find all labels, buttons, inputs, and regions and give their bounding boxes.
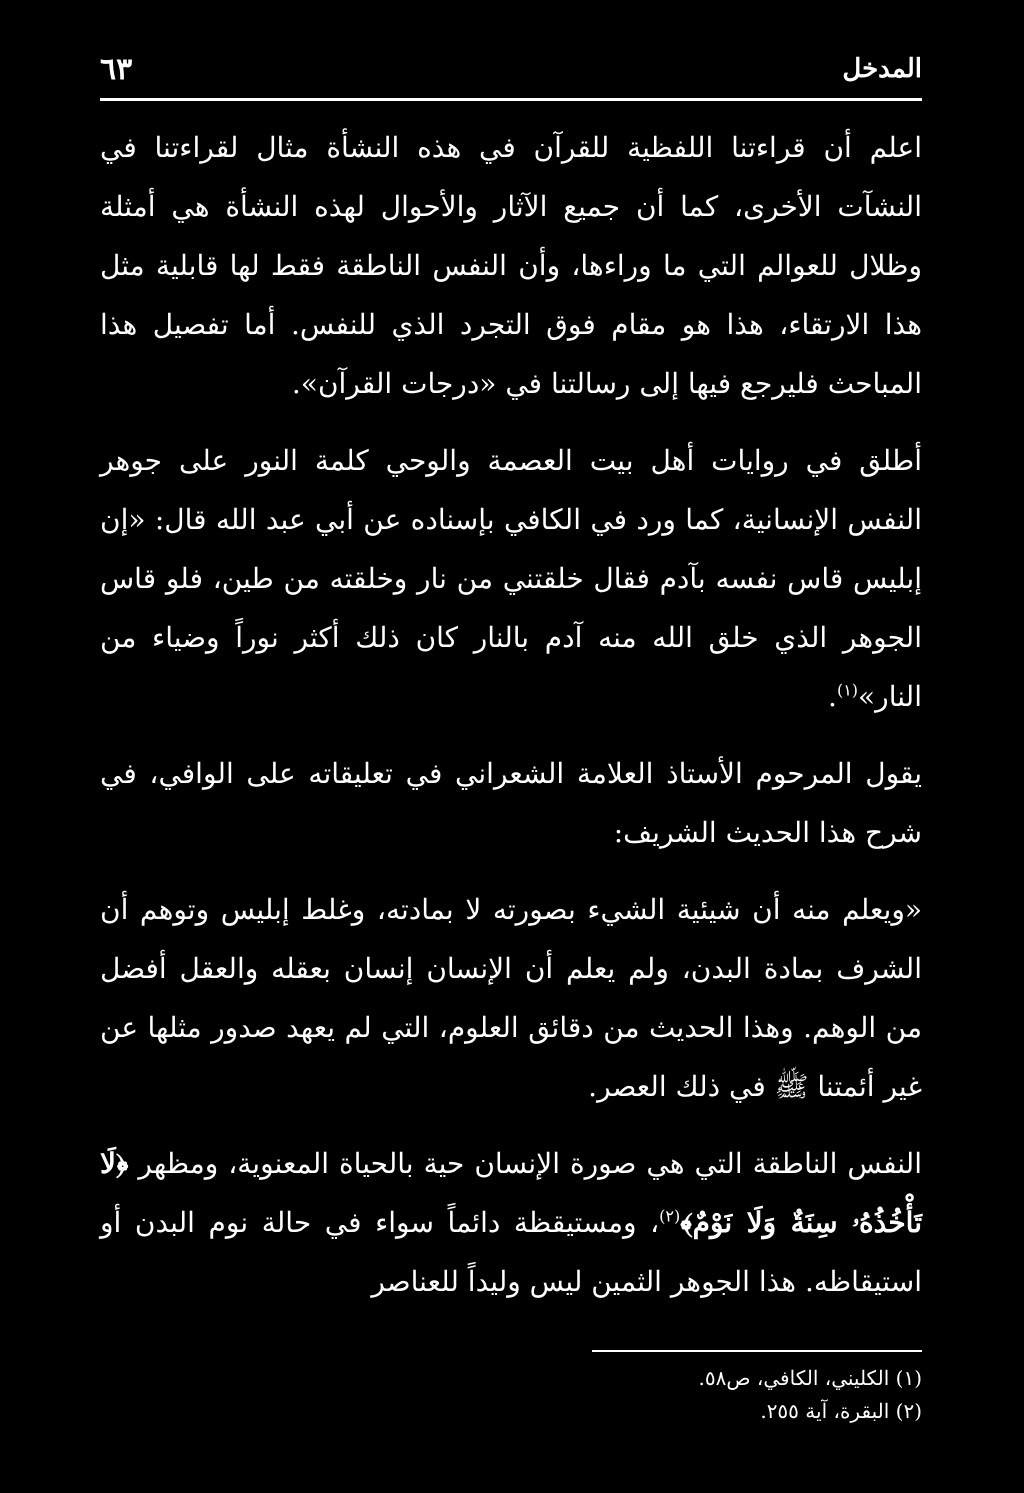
chapter-title: المدخل: [842, 54, 922, 84]
quran-verse: ﴿لَا تَأْخُذُهُۥ سِنَةٌ وَلَا نَوْمٌ﴾: [100, 1147, 923, 1239]
paragraph-4-quote: [100, 880, 922, 1116]
page-header: [100, 48, 922, 101]
paragraph-text-before: النفس الناطقة التي هي صورة الإنسان حية بالحياة المعنوية، ومظهر: [138, 1147, 922, 1180]
footnotes: [100, 1350, 922, 1428]
footnote-ref-2: (٢): [659, 1206, 681, 1226]
paragraph-text: أطلق في روايات أهل بيت العصمة والوحي كلمة النور على جوهر النفس الإنسانية، كما ورد في الكافي بإسناده عن أبي عبد الله قال: «إن إبليس قاس نفسه بآدم فقال خلقتني من نار وخلقته من طين، فلو قاس الجوهر الذي خلق الله منه آدم بالنار كان ذلك أكثر نوراً وضياء من النار»: [100, 444, 922, 713]
page-number: ٦٣: [100, 52, 133, 87]
body-text: [100, 118, 922, 1329]
footnote-number: (١): [895, 1366, 922, 1390]
footnote-number: (٢): [895, 1399, 922, 1423]
paragraph-text: «ويعلم منه أن شيئية الشيء بصورته لا بمادته، وغلط إبليس وتوهم أن الشرف بمادة البدن، ولم يعلم أن الإنسان إنسان بعقله والعقل أفضل من الوهم. وهذا الحديث من دقائق العلوم، التي لم يعهد صدور مثلها عن غير أئمتنا ﷺ في ذلك العصر.: [100, 893, 922, 1103]
footnote-divider: [592, 1350, 922, 1352]
footnote-text: البقرة، آية ٢٥٥.: [760, 1399, 890, 1423]
paragraph-text-after: ، ومستيقظة دائماً سواء في حالة نوم البدن أو استيقاظه. هذا الجوهر الثمين ليس وليداً للعناصر: [100, 1206, 922, 1298]
paragraph-5: [100, 1134, 922, 1311]
paragraph-end: .: [828, 680, 837, 713]
paragraph-3: [100, 744, 922, 862]
footnote-text: الكليني، الكافي، ص٥٨.: [698, 1366, 890, 1390]
footnote-ref-1: (١): [836, 680, 859, 700]
paragraph-1: [100, 118, 922, 413]
footnote-1: [100, 1362, 922, 1395]
paragraph-text: اعلم أن قراءتنا اللفظية للقرآن في هذه النشأة مثال لقراءتنا في النشآت الأخرى، كما أن جميع الآثار والأحوال لهذه النشأة هي أمثلة وظلال للعوالم التي ما وراءها، وأن النفس الناطقة فقط لها قابلية مثل هذا الارتقاء، هذا هو مقام فوق التجرد الذي للنفس. أما تفصيل هذا المباحث فليرجع فيها إلى رسالتنا في «درجات القرآن».: [100, 131, 922, 400]
footnote-2: [100, 1395, 922, 1428]
paragraph-2: [100, 431, 922, 726]
paragraph-text: يقول المرحوم الأستاذ العلامة الشعراني في تعليقاته على الوافي، في شرح هذا الحديث الشريف:: [100, 757, 922, 849]
